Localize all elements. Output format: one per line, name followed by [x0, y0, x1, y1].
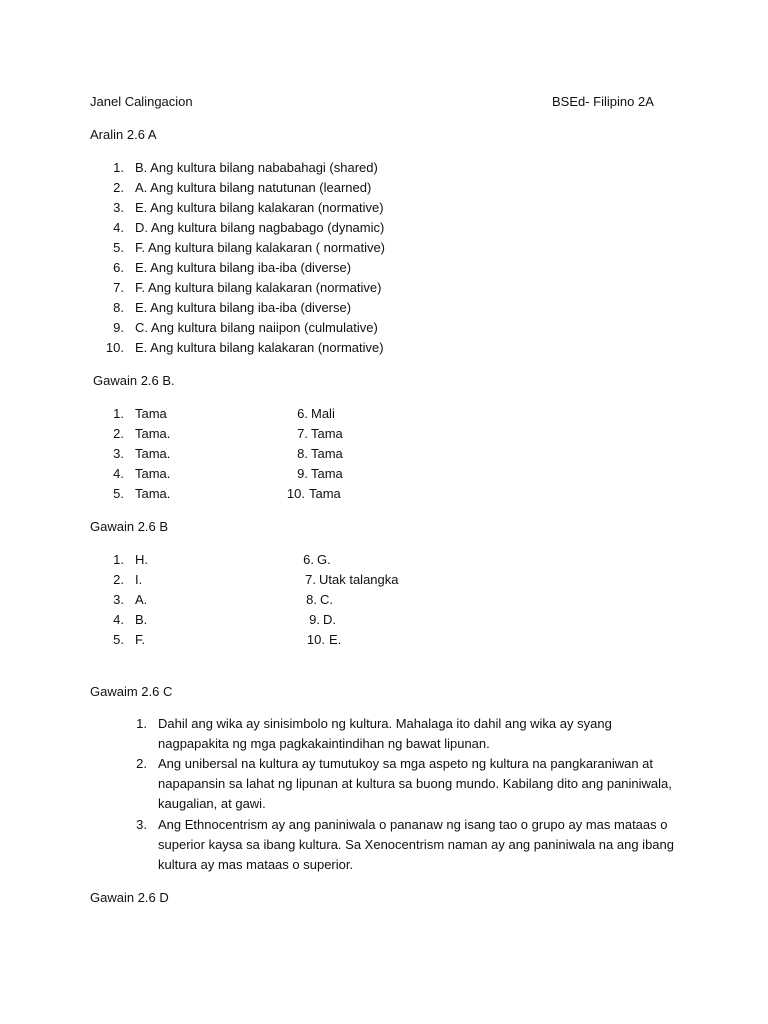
list-item-number: 1. [136, 716, 147, 731]
list-item-number: 1. [113, 406, 124, 421]
list-item-number: 9. [297, 466, 308, 481]
list-item-text: Tama. [135, 426, 171, 441]
list-item-text: Tama. [135, 446, 171, 461]
list-item-number: 4. [113, 220, 124, 235]
list-item-number: 5. [113, 486, 124, 501]
section-heading-aralin-a: Aralin 2.6 A [90, 127, 157, 142]
list-item-text: Mali [311, 406, 335, 421]
list-item-text: E. Ang kultura bilang kalakaran (normative) [135, 340, 384, 355]
list-item-number: 9. [309, 612, 320, 627]
list-item-number: 5. [113, 240, 124, 255]
list-item-number: 8. [297, 446, 308, 461]
list-item-text: B. Ang kultura bilang nababahagi (shared) [135, 160, 378, 175]
list-item-number: 10. [306, 632, 325, 647]
list-item-number: 4. [113, 612, 124, 627]
list-item-text: F. Ang kultura bilang kalakaran ( normative) [135, 240, 386, 255]
list-item-text: G. [317, 552, 331, 567]
list-item-number: 6. [303, 552, 314, 567]
course-section: BSEd- Filipino 2A [552, 94, 654, 109]
list-item-number: 1. [113, 160, 124, 175]
list-item-number: 2. [113, 180, 124, 195]
list-item-text: Tama [311, 446, 343, 461]
list-item-text: H. [135, 552, 148, 567]
list-item-text: I. [135, 572, 143, 587]
list-item-text: Tama [309, 486, 341, 501]
list-item-number: 6. [113, 260, 124, 275]
list-item-number: 2. [113, 426, 124, 441]
list-item-text: D. Ang kultura bilang nagbabago (dynamic) [135, 220, 385, 235]
student-name: Janel Calingacion [90, 94, 193, 109]
list-item-text: Tama [135, 406, 167, 421]
list-item-number: 9. [113, 320, 124, 335]
list-item-text: Tama [311, 426, 343, 441]
list-item-number: 10. [286, 486, 305, 501]
list-item-number: 2. [136, 756, 147, 771]
list-item-text: F. Ang kultura bilang kalakaran (normative) [135, 280, 382, 295]
list-item-text: B. [135, 612, 148, 627]
list-item-number: 3. [113, 592, 124, 607]
section-heading-gawain-c: Gawaim 2.6 C [90, 684, 173, 699]
list-item-number: 5. [113, 632, 124, 647]
list-item-number: 7. [297, 426, 308, 441]
list-item-text: Tama [311, 466, 343, 481]
list-item-number: 4. [113, 466, 124, 481]
section-heading-gawain-d: Gawain 2.6 D [90, 890, 169, 905]
section-heading-gawain-b1: Gawain 2.6 B. [93, 373, 175, 388]
section-heading-gawain-b2: Gawain 2.6 B [90, 519, 169, 534]
list-item-number: 7. [305, 572, 316, 587]
list-item-number: 3. [136, 817, 147, 832]
list-item-number: 2. [113, 572, 124, 587]
list-item-text: Tama. [135, 486, 171, 501]
list-item-text: A. Ang kultura bilang natutunan (learned) [135, 180, 372, 195]
list-item-number: 6. [297, 406, 308, 421]
list-item-number: 7. [113, 280, 124, 295]
list-item-text: Utak talangka [319, 572, 399, 587]
list-item-number: 3. [113, 200, 124, 215]
list-item-text: E. Ang kultura bilang kalakaran (normative) [135, 200, 384, 215]
list-item-text: C. Ang kultura bilang naiipon (culmulative) [135, 320, 378, 335]
list-item-number: 3. [113, 446, 124, 461]
list-item-text: A. [135, 592, 148, 607]
list-item-text: Ang unibersal na kultura ay tumutukoy sa mga aspeto ng kultura na pangkaraniwan at napapansin sa lahat ng lipunan at kultura sa buong mundo. Kabilang dito ang paniniwala, kaugalian, at gawi. [158, 756, 672, 811]
list-item-text: E. Ang kultura bilang iba-iba (diverse) [135, 300, 352, 315]
list-item-text: F. [135, 632, 146, 647]
list-item-text: Dahil ang wika ay sinisimbolo ng kultura. Mahalaga ito dahil ang wika ay syang nagpapakita ng mga pagkakaintindihan ng bawat lipunan. [158, 716, 612, 751]
list-item-number: 8. [306, 592, 317, 607]
list-item-text: E. [329, 632, 342, 647]
list-item-text: Tama. [135, 466, 171, 481]
list-item-text: E. Ang kultura bilang iba-iba (diverse) [135, 260, 352, 275]
list-item-number: 8. [113, 300, 124, 315]
list-item-text: C. [320, 592, 333, 607]
list-item-text: Ang Ethnocentrism ay ang paniniwala o pananaw ng isang tao o grupo ay mas mataas o superior kaysa sa ibang kultura. Sa Xenocentrism naman ay ang paniniwala na ang ibang kultura ay mas mataas o superior. [158, 817, 674, 872]
list-item-text: D. [323, 612, 336, 627]
list-item-number: 1. [113, 552, 124, 567]
list-item-number: 10. [105, 340, 124, 355]
